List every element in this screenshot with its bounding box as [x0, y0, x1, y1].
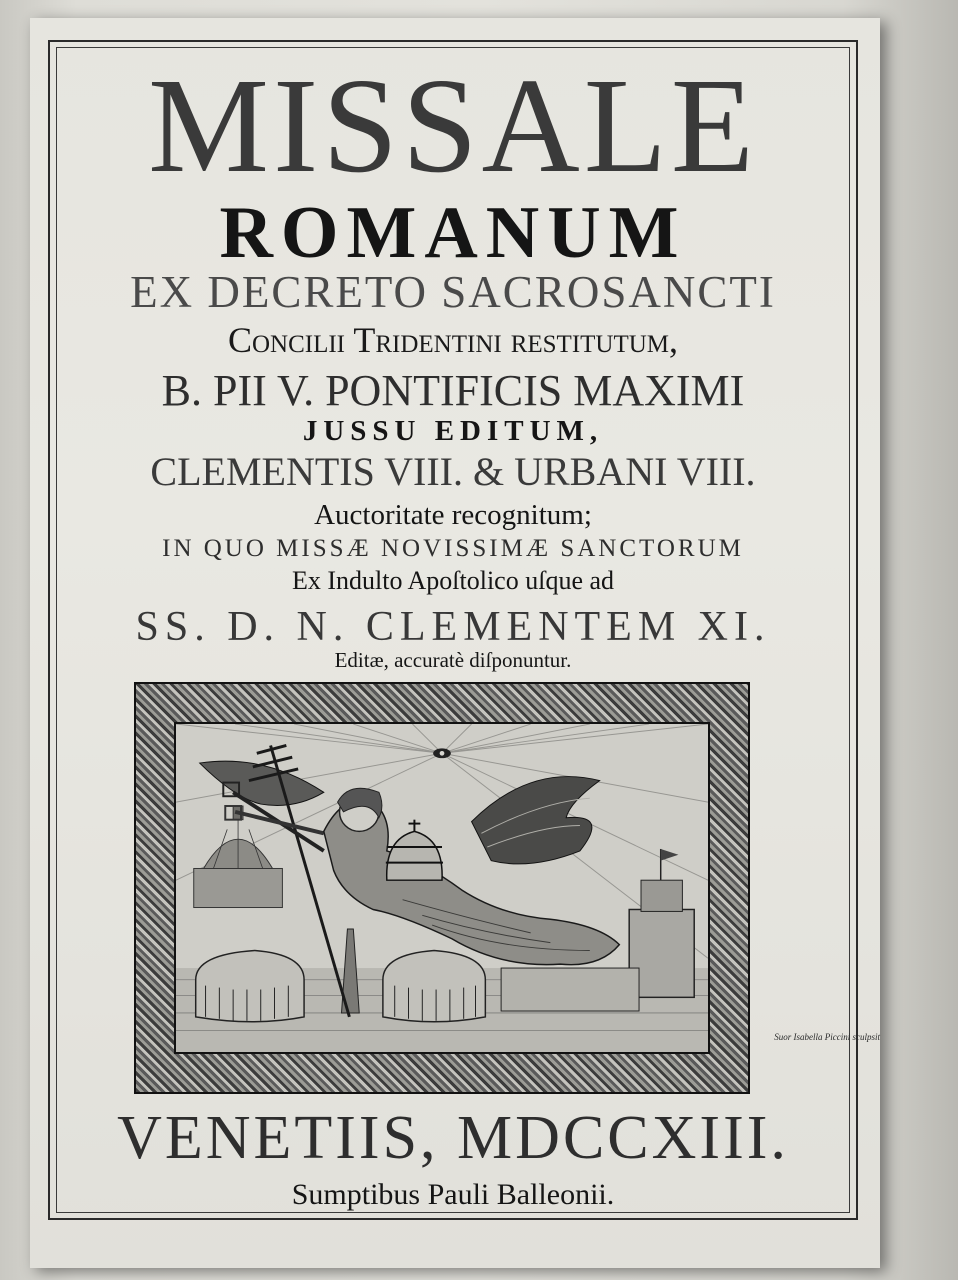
title-romanum: ROMANUM	[219, 192, 687, 274]
subtitle-in-quo: IN QUO MISSÆ NOVISSIMÆ SANCTORUM	[162, 535, 744, 562]
subtitle-ex-decreto: EX DECRETO SACROSANCTI	[130, 267, 776, 317]
subtitle-jussu: JUSSU EDITUM,	[302, 415, 604, 447]
engraving-illustration	[176, 724, 708, 1052]
subtitle-ex-indulto: Ex Indulto Apoſtolico uſque ad	[291, 566, 615, 595]
subtitle-clementis: CLEMENTIS VIII. & URBANI VIII.	[150, 449, 756, 494]
engraving-frame	[134, 682, 750, 1094]
engraving-credit: Suor Isabella Piccini sculpsit	[774, 1032, 880, 1042]
title-missale: MISSALE	[148, 51, 758, 201]
imprint-place-date: VENETIIS, MDCCXIII.	[117, 1104, 789, 1172]
engraving-plate	[174, 722, 710, 1054]
subtitle-concilii: Concilii Tridentini reſtitutum,	[227, 320, 679, 360]
subtitle-pii-v: B. PII V. PONTIFICIS MAXIMI	[161, 366, 745, 415]
eye-of-providence-icon	[433, 748, 451, 758]
subtitle-auctoritate: Auctoritate recognitum;	[314, 499, 592, 531]
subtitle-clementem-xi: SS. D. N. CLEMENTEM XI.	[135, 604, 771, 650]
subtitle-editae: Editæ, accuratè diſponuntur.	[334, 648, 572, 672]
imprint-publisher: Sumptibus Pauli Balleonii.	[291, 1178, 615, 1211]
